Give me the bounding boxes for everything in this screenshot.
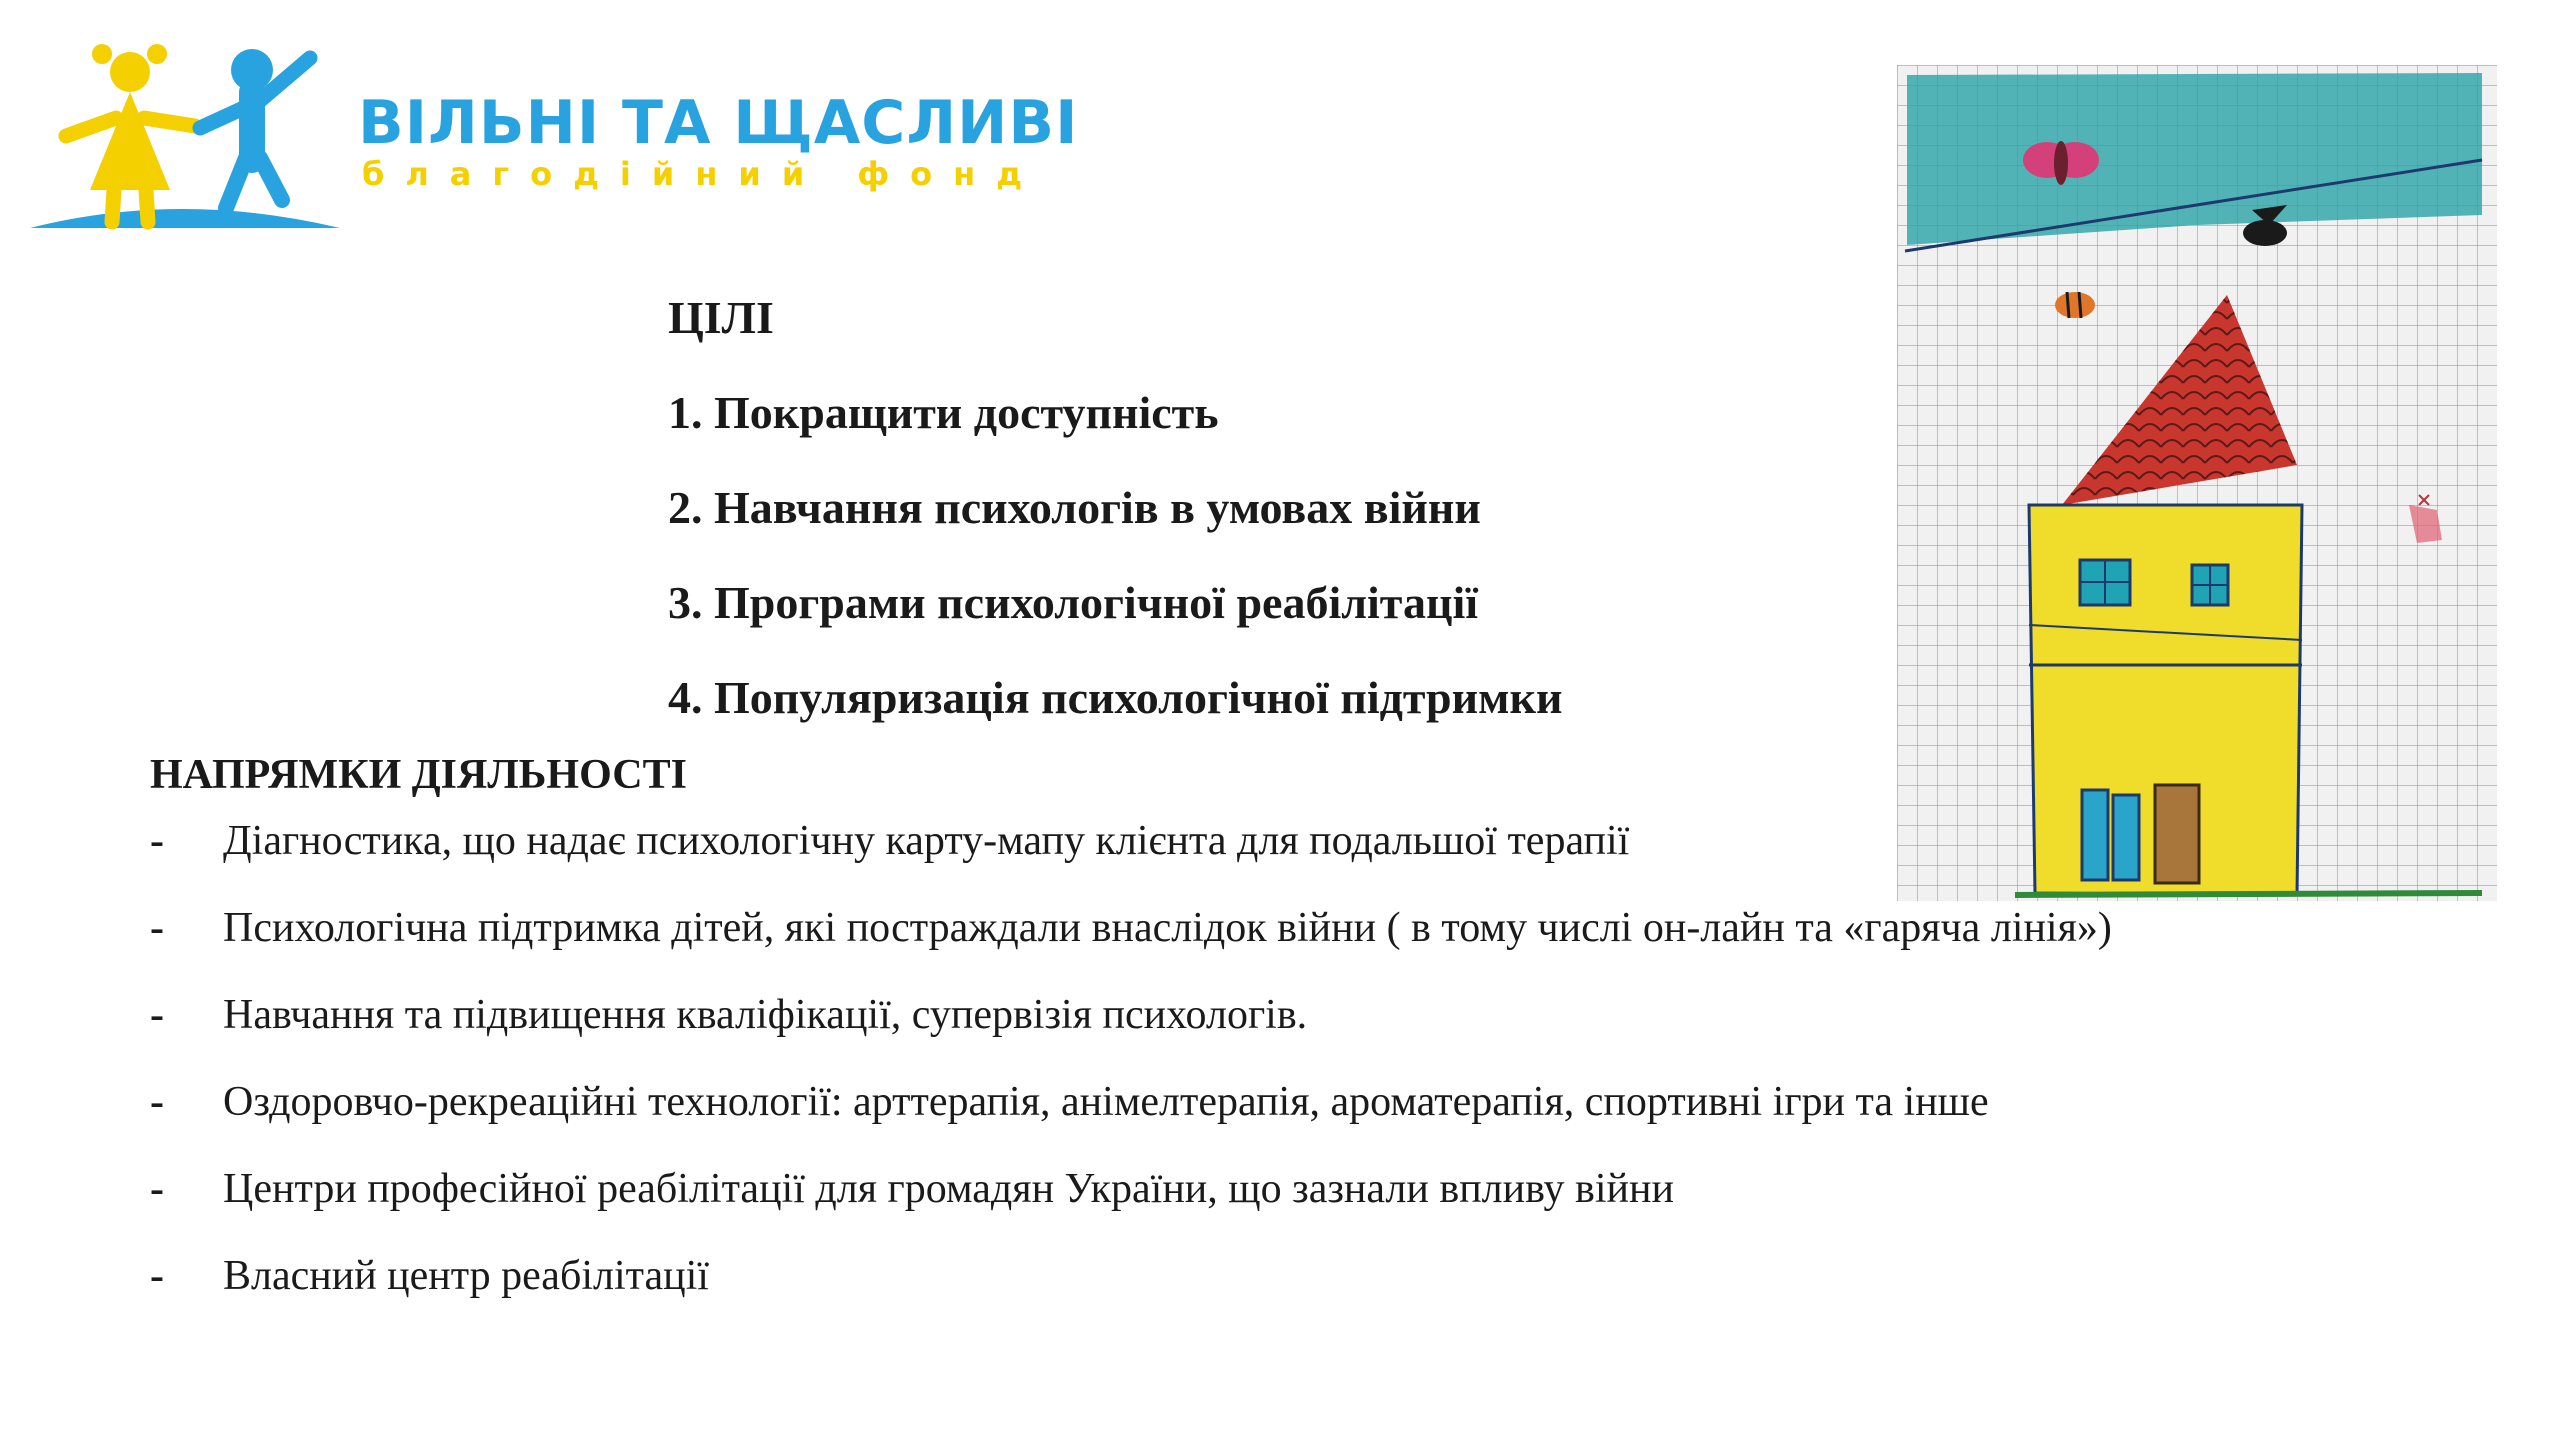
bullet-dash: - [150, 992, 164, 1038]
bullet-dash: - [150, 818, 164, 864]
list-item-text: Власний центр реабілітації [223, 1253, 709, 1299]
list-item [150, 1069, 2400, 1135]
goal-item: 4. Популяризація психологічної підтримки [668, 672, 1563, 723]
bullet-dash: - [150, 1253, 164, 1299]
bullet-dash: - [150, 1079, 164, 1125]
list-item-text: Оздоровчо-рекреаційні технології: арттерапія, анімелтерапія, ароматерапія, спортивні ігри та інше [223, 1079, 1989, 1125]
goals-section [668, 270, 1562, 745]
goal-item: 2. Навчання психологів в умовах війни [668, 482, 1481, 533]
list-item [150, 982, 2400, 1048]
child-drawing-house-icon [1897, 65, 2497, 901]
goal-item: 3. Програми психологічної реабілітації [668, 577, 1479, 628]
two-children-logo-icon [30, 40, 360, 240]
list-item-text: Центри професійної реабілітації для громадян України, що зазнали впливу війни [223, 1166, 1674, 1212]
list-item-text: Діагностика, що надає психологічну карту-мапу клієнта для подальшої терапії [223, 818, 1630, 864]
logo-subtitle: благодійний фонд [362, 155, 1044, 193]
bullet-dash: - [150, 1166, 164, 1212]
list-item-text: Психологічна підтримка дітей, які постраждали внаслідок війни ( в тому числі он-лайн та «гаряча лінія») [223, 905, 2112, 951]
logo-name: ВІЛЬНІ ТА ЩАСЛИВІ [358, 88, 1079, 158]
goals-heading: ЦІЛІ [668, 292, 774, 343]
logo [30, 40, 1079, 240]
goal-item: 1. Покращити доступність [668, 387, 1219, 438]
list-item-text: Навчання та підвищення кваліфікації, супервізія психологів. [223, 992, 1308, 1038]
directions-heading: НАПРЯМКИ ДІЯЛЬНОСТІ [150, 752, 687, 798]
bullet-dash: - [150, 905, 164, 951]
list-item [150, 1156, 2400, 1222]
list-item [150, 895, 2400, 961]
list-item [150, 1243, 2400, 1309]
